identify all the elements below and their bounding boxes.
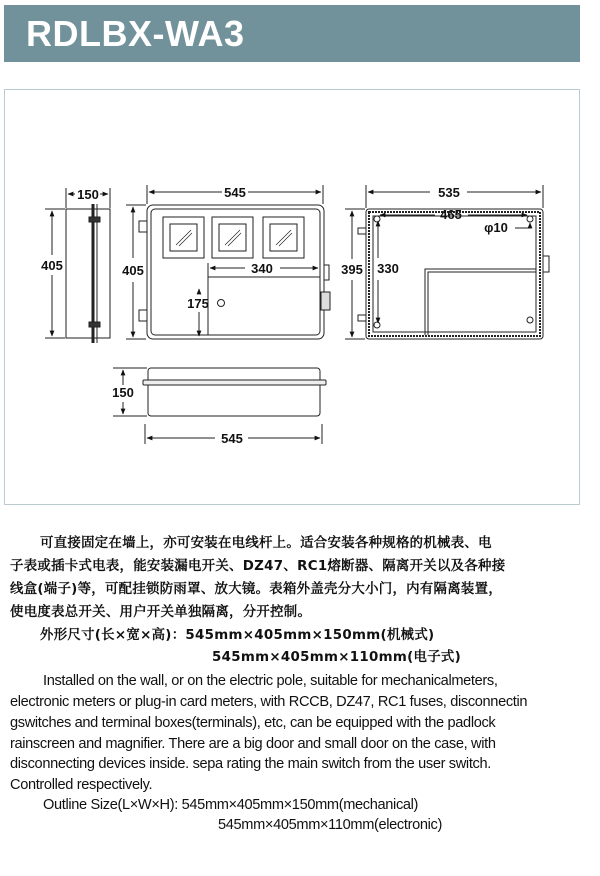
inner-height-label: 175 (187, 296, 209, 311)
en-line: Controlled respectively. (10, 777, 153, 793)
hole-vertical-label: 330 (377, 261, 399, 276)
zh-line: 线盒(端子)等，可配挂锁防雨罩、放大镜。表箱外盖壳分大小门，内有隔离装置， (10, 582, 503, 597)
en-line: Installed on the wall, or on the electric pole, suitable for mechanicalmeters, (43, 673, 498, 689)
zh-line: 使电度表总开关、用户开关单独隔离，分开控制。 (10, 605, 312, 620)
bottom-view (113, 368, 326, 444)
zh-size-row (40, 624, 434, 643)
front-height-label: 405 (122, 263, 144, 278)
hole-diameter-label: φ10 (484, 220, 508, 235)
inner-width-label: 340 (251, 261, 273, 276)
en-size-2: 545mm×405mm×110mm(electronic) (218, 817, 442, 833)
zh-size-2: 545mm×405mm×110mm(电子式) (212, 650, 462, 665)
front-width-label: 545 (224, 185, 246, 200)
front-view (126, 185, 330, 339)
zh-line: 可直接固定在墙上，亦可安装在电线杆上。适合安装各种规格的机械表、电 (40, 536, 492, 551)
side-height-label: 405 (41, 258, 63, 273)
en-line: disconnecting devices inside. sepa rating the main switch from the user switch. (10, 756, 491, 772)
zh-line: 子表或插卡式电表，能安装漏电开关、DZ47、RC1熔断器、隔离开关以及各种接 (10, 559, 506, 574)
side-width-label: 150 (77, 187, 99, 202)
hole-spacing-label: 465 (440, 207, 462, 222)
en-line: gswitches and terminal boxes(terminals), etc, can be equipped with the padlock (10, 715, 496, 731)
en-line: rainscreen and magnifier. There are a big door and small door on the case, with (10, 736, 496, 752)
back-width-label: 535 (438, 185, 460, 200)
bottom-height-label: 150 (112, 385, 134, 400)
en-size-row (43, 797, 418, 813)
back-height-label: 395 (341, 262, 363, 277)
bottom-width-label: 545 (221, 431, 243, 446)
product-title: RDLBX-WA3 (26, 13, 245, 54)
zh-size-label: 外形尺寸(长×宽×高)： (40, 628, 186, 643)
en-line: electronic meters or plug-in card meters, with RCCB, DZ47, RC1 fuses, disconnectin (10, 694, 528, 710)
zh-size-1: 545mm×405mm×150mm(机械式) (185, 628, 435, 643)
en-size-1: 545mm×405mm×150mm(mechanical) (181, 797, 419, 813)
en-size-label: Outline Size(L×W×H): (43, 797, 182, 813)
